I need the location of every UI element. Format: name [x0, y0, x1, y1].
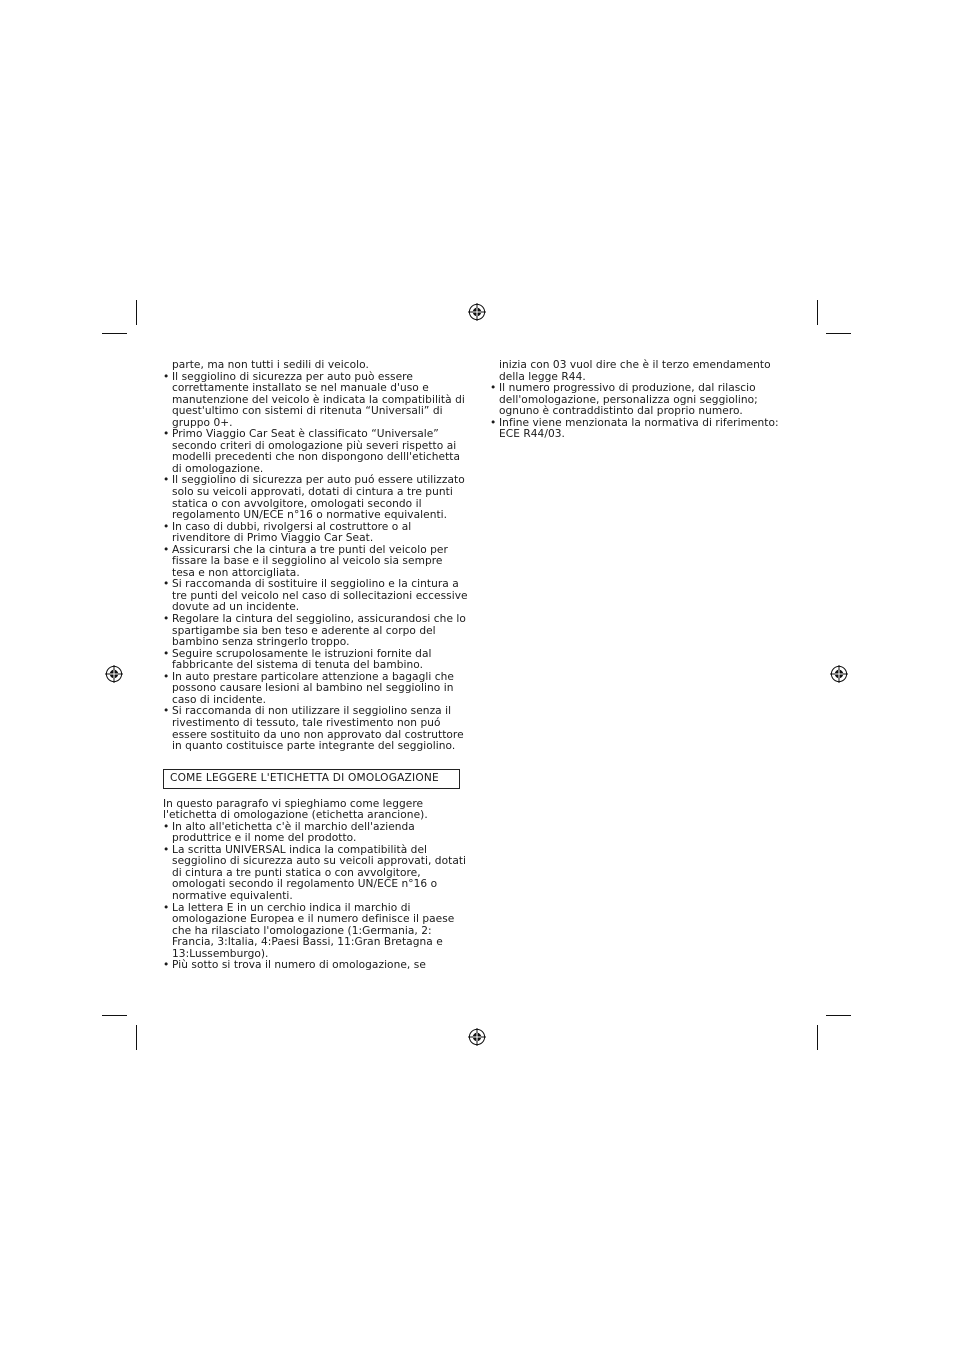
bullet-item: • Si raccomanda di non utilizzare il seggiolino senza il rivestimento di tessuto, tale rivestimento non puó essere sostituito da uno non approvato dal costruttore in quanto costituisce parte integrante del seggiolino. [163, 706, 468, 752]
registration-mark-right-icon [830, 665, 848, 683]
section-heading: COME LEGGERE L'ETICHETTA DI OMOLOGAZIONE [170, 771, 439, 784]
bullet-item: • La scritta UNIVERSAL indica la compatibilità del seggiolino di sicurezza auto su veicoli approvati, dotati di cintura a tre punti statica o con avvolgitore, omologati secondo il regolamento UN/ECE n°16 o normative equivalenti. [163, 845, 468, 903]
bullet-item: • In caso di dubbi, rivolgersi al costruttore o al rivenditore di Primo Viaggio Car Seat. [163, 522, 468, 545]
crop-mark-top-left-h [102, 333, 127, 334]
bullet-item: • Si raccomanda di sostituire il seggiolino e la cintura a tre punti del veicolo nel caso di sollecitazioni eccessive dovute ad un incidente. [163, 579, 468, 614]
crop-mark-bottom-right-h [826, 1015, 851, 1016]
continuation-text: parte, ma non tutti i sedili di veicolo. [172, 359, 369, 371]
bullet-item: • Il numero progressivo di produzione, dal rilascio dell'omologazione, personalizza ogni seggiolino; ognuno è contraddistinto dal proprio numero. [490, 383, 795, 418]
bullet-item: • Primo Viaggio Car Seat è classificato “Universale” secondo criteri di omologazione più severi rispetto ai modelli precedenti che non dispongono delll'etichetta di omologazione. [163, 429, 468, 475]
left-column [163, 360, 468, 972]
bullet-item: • Il seggiolino di sicurezza per auto può essere correttamente installato se nel manuale d'uso e manutenzione del veicolo è indicata la compatibilità di quest'ultimo con sistemi di ritenuta “Universali” di gruppo 0+. [163, 372, 468, 430]
crop-mark-top-left-v [136, 300, 137, 325]
safety-bullet-list [163, 372, 468, 753]
registration-mark-top-icon [468, 303, 486, 321]
bullet-item: • Più sotto si trova il numero di omologazione, se [163, 960, 468, 972]
bullet-item: • Infine viene menzionata la normativa di riferimento: ECE R44/03. [490, 418, 795, 441]
bullet-item: • In auto prestare particolare attenzione a bagagli che possono causare lesioni al bambino nel seggiolino in caso di incidente. [163, 672, 468, 707]
crop-mark-bottom-right-v [817, 1025, 818, 1050]
label-bullet-list [163, 822, 468, 972]
bullet-item: • Seguire scrupolosamente le istruzioni fornite dal fabbricante del sistema di tenuta del bambino. [163, 649, 468, 672]
bullet-item: • Assicurarsi che la cintura a tre punti del veicolo per fissare la base e il seggiolino al veicolo sia sempre tesa e non attorcigliata. [163, 545, 468, 580]
crop-mark-top-right-h [826, 333, 851, 334]
continuation-text: inizia con 03 vuol dire che è il terzo emendamento della legge R44. [499, 359, 771, 383]
bullet-item: • La lettera E in un cerchio indica il marchio di omologazione Europea e il numero definisce il paese che ha rilasciato l'omologazione (1:Germania, 2: Francia, 3:Italia, 4:Paesi Bassi, 11:Gran Bretagna e 13:Lussemburgo). [163, 903, 468, 961]
right-column [490, 360, 795, 441]
bullet-item: • Il seggiolino di sicurezza per auto puó essere utilizzato solo su veicoli approvati, dotati di cintura a tre punti statica o con avvolgitore, omologati secondo il regolamento UN/ECE n°16 o normative equivalenti. [163, 475, 468, 521]
bullet-item: • Regolare la cintura del seggiolino, assicurandosi che lo spartigambe sia ben teso e aderente al corpo del bambino senza stringerlo troppo. [163, 614, 468, 649]
section-heading-box [163, 769, 460, 789]
label-bullet-list-continued [490, 383, 795, 441]
registration-mark-left-icon [105, 665, 123, 683]
crop-mark-bottom-left-v [136, 1025, 137, 1050]
registration-mark-bottom-icon [468, 1028, 486, 1046]
bullet-item: • In alto all'etichetta c'è il marchio dell'azienda produttrice e il nome del prodotto. [163, 822, 468, 845]
crop-mark-bottom-left-h [102, 1015, 127, 1016]
intro-paragraph: In questo paragrafo vi spieghiamo come leggere l'etichetta di omologazione (etichetta arancione). [163, 797, 428, 822]
crop-mark-top-right-v [817, 300, 818, 325]
